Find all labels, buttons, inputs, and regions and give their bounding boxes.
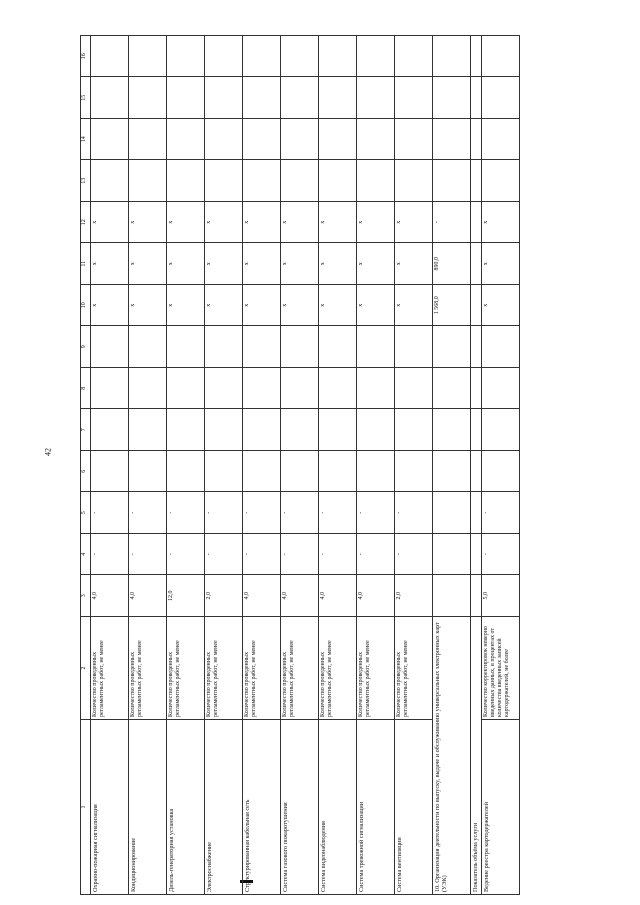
value-cell (482, 36, 520, 78)
empty-cell (471, 575, 482, 617)
section-row (433, 36, 471, 895)
value-cell: x (91, 285, 129, 327)
value-cell: - (205, 534, 243, 576)
value-cell (91, 326, 129, 368)
empty-cell (471, 36, 482, 78)
value-cell (91, 160, 129, 202)
value-cell (357, 36, 395, 78)
value-cell (205, 119, 243, 161)
value-cell: - (281, 492, 319, 534)
value-cell (243, 119, 281, 161)
empty-cell (471, 202, 482, 244)
value-cell (129, 160, 167, 202)
value-cell (319, 368, 357, 410)
value-cell (433, 77, 471, 119)
indicator-cell: Количество проведенных регламентных работ, не менее (319, 617, 357, 720)
value-cell: x (129, 202, 167, 244)
value-cell: 4,0 (243, 575, 281, 617)
value-cell (243, 326, 281, 368)
value-cell: - (433, 202, 471, 244)
value-cell (433, 492, 471, 534)
value-cell: x (129, 243, 167, 285)
value-cell: x (167, 202, 205, 244)
value-cell (129, 77, 167, 119)
value-cell: x (357, 202, 395, 244)
value-cell (167, 409, 205, 451)
column-number-header: 12 (81, 202, 91, 244)
value-cell: x (129, 285, 167, 327)
value-cell: 2,0 (205, 575, 243, 617)
empty-cell (471, 160, 482, 202)
value-cell (243, 160, 281, 202)
value-cell (281, 119, 319, 161)
value-cell (243, 77, 281, 119)
column-number-header: 14 (81, 119, 91, 161)
indicator-cell: Количество проведенных регламентных работ, не менее (91, 617, 129, 720)
value-cell (319, 119, 357, 161)
indicator-cell: Количество корректировок неверно введенных данных, в процентах от количества введенных записей картодержателей, не более (482, 617, 520, 720)
empty-cell (471, 368, 482, 410)
column-number-header: 9 (81, 326, 91, 368)
value-cell: - (395, 534, 433, 576)
value-cell (482, 160, 520, 202)
value-cell (433, 368, 471, 410)
column-number-header: 13 (81, 160, 91, 202)
value-cell: 12,0 (167, 575, 205, 617)
value-cell (357, 368, 395, 410)
value-cell (433, 409, 471, 451)
value-cell (205, 160, 243, 202)
value-cell (395, 368, 433, 410)
page-number: 42 (43, 448, 53, 456)
indicator-cell: Количество проведенных регламентных работ, не менее (395, 617, 433, 720)
empty-cell (471, 119, 482, 161)
value-cell: - (167, 492, 205, 534)
value-cell (482, 326, 520, 368)
value-cell: - (357, 492, 395, 534)
service-name-cell: Система газового пожаротушения (281, 720, 319, 895)
value-cell: - (243, 534, 281, 576)
indicator-cell: Количество проведенных регламентных работ, не менее (357, 617, 395, 720)
indicator-cell: Количество проведенных регламентных работ, не менее (129, 617, 167, 720)
value-cell (357, 451, 395, 493)
table-row (243, 36, 281, 895)
table-row (167, 36, 205, 895)
value-cell (205, 77, 243, 119)
value-cell (281, 36, 319, 78)
column-number-header: 5 (81, 492, 91, 534)
value-cell (319, 160, 357, 202)
empty-cell (471, 492, 482, 534)
value-cell: x (91, 243, 129, 285)
column-number-header: 10 (81, 285, 91, 327)
value-cell (482, 451, 520, 493)
value-cell (319, 36, 357, 78)
value-cell (281, 326, 319, 368)
column-number-header: 1 (81, 720, 91, 895)
value-cell (433, 534, 471, 576)
service-name-cell: Дизель-генераторная установка (167, 720, 205, 895)
header-row (81, 36, 91, 895)
value-cell: x (395, 243, 433, 285)
column-number-header: 16 (81, 36, 91, 78)
value-cell (433, 575, 471, 617)
value-cell (433, 160, 471, 202)
column-number-header: 6 (81, 451, 91, 493)
table-row (129, 36, 167, 895)
value-cell (433, 119, 471, 161)
indicator-cell: Количество проведенных регламентных работ, не менее (243, 617, 281, 720)
value-cell (129, 368, 167, 410)
column-number-header: 11 (81, 243, 91, 285)
value-cell: x (205, 202, 243, 244)
value-cell: 4,0 (357, 575, 395, 617)
value-cell (433, 451, 471, 493)
services-table (80, 35, 520, 895)
service-name-cell: Кондиционирование (129, 720, 167, 895)
value-cell: - (357, 534, 395, 576)
value-cell (357, 160, 395, 202)
value-cell: x (395, 285, 433, 327)
column-number-header: 4 (81, 534, 91, 576)
value-cell (319, 409, 357, 451)
value-cell (243, 451, 281, 493)
value-cell (129, 409, 167, 451)
value-cell: 2,0 (395, 575, 433, 617)
rotated-table-container (80, 35, 600, 895)
value-cell (91, 119, 129, 161)
service-name-cell: Ведение реестра картодержателей (482, 720, 520, 895)
column-number-header: 3 (81, 575, 91, 617)
value-cell (91, 451, 129, 493)
table-body (91, 36, 520, 895)
value-cell: - (167, 534, 205, 576)
value-cell (482, 368, 520, 410)
table-row (357, 36, 395, 895)
value-cell (482, 409, 520, 451)
indicator-cell: Количество проведенных регламентных работ, не менее (167, 617, 205, 720)
value-cell (129, 119, 167, 161)
value-cell (395, 36, 433, 78)
section-title-cell: 10. Организация деятельности по выпуску, выдаче и обслуживанию универсальных электронных карт (УЭК) (433, 617, 471, 895)
value-cell: x (357, 285, 395, 327)
table-row (395, 36, 433, 895)
value-cell: x (243, 202, 281, 244)
value-cell: - (129, 534, 167, 576)
empty-cell (471, 243, 482, 285)
value-cell (205, 451, 243, 493)
service-name-cell: Структурированная кабельная сеть (243, 720, 281, 895)
value-cell (281, 451, 319, 493)
value-cell: - (319, 534, 357, 576)
value-cell (91, 77, 129, 119)
value-cell: x (205, 285, 243, 327)
value-cell (167, 368, 205, 410)
value-cell (167, 326, 205, 368)
value-cell (243, 36, 281, 78)
value-cell (91, 36, 129, 78)
value-cell (395, 451, 433, 493)
value-cell: - (205, 492, 243, 534)
value-cell (205, 36, 243, 78)
value-cell: 4,0 (129, 575, 167, 617)
value-cell: - (129, 492, 167, 534)
value-cell: x (281, 202, 319, 244)
value-cell (205, 368, 243, 410)
value-cell (205, 326, 243, 368)
value-cell (319, 77, 357, 119)
table-row (205, 36, 243, 895)
value-cell: x (167, 285, 205, 327)
value-cell (395, 77, 433, 119)
empty-cell (471, 534, 482, 576)
empty-cell (471, 409, 482, 451)
value-cell (167, 451, 205, 493)
value-cell (433, 36, 471, 78)
value-cell (357, 119, 395, 161)
empty-cell (471, 326, 482, 368)
service-name-cell: Система видеонаблюдения (319, 720, 357, 895)
value-cell (482, 77, 520, 119)
value-cell: x (482, 243, 520, 285)
value-cell: 4,0 (91, 575, 129, 617)
value-cell (357, 77, 395, 119)
value-cell: - (243, 492, 281, 534)
value-cell: - (91, 492, 129, 534)
value-cell: x (357, 243, 395, 285)
value-cell (129, 326, 167, 368)
value-cell (129, 36, 167, 78)
column-number-header: 15 (81, 77, 91, 119)
value-cell: x (243, 243, 281, 285)
value-cell (91, 368, 129, 410)
value-cell: x (243, 285, 281, 327)
value-cell: - (482, 534, 520, 576)
value-cell: - (482, 492, 520, 534)
value-cell: x (281, 285, 319, 327)
value-cell (395, 326, 433, 368)
value-cell: x (319, 243, 357, 285)
service-name-cell: Электроснабжение (205, 720, 243, 895)
value-cell (281, 160, 319, 202)
column-number-header: 2 (81, 617, 91, 720)
service-name-cell: Система вентиляции (395, 720, 433, 895)
value-cell: x (482, 285, 520, 327)
value-cell: x (482, 202, 520, 244)
table-row (482, 36, 520, 895)
value-cell (433, 326, 471, 368)
value-cell (167, 119, 205, 161)
value-cell (357, 326, 395, 368)
value-cell (205, 409, 243, 451)
value-cell: - (281, 534, 319, 576)
value-cell (167, 36, 205, 78)
column-number-header: 8 (81, 368, 91, 410)
value-cell (395, 119, 433, 161)
volume-label-cell: Показатель объёма услуги (471, 617, 482, 895)
volume-label-row (471, 36, 482, 895)
value-cell: x (91, 202, 129, 244)
value-cell: - (395, 492, 433, 534)
value-cell (129, 451, 167, 493)
value-cell: x (319, 202, 357, 244)
value-cell: 5,0 (482, 575, 520, 617)
value-cell: x (395, 202, 433, 244)
value-cell: 890,0 (433, 243, 471, 285)
service-name-cell: Система тревожной сигнализации (357, 720, 395, 895)
value-cell (243, 409, 281, 451)
value-cell (91, 409, 129, 451)
value-cell (319, 451, 357, 493)
value-cell: - (319, 492, 357, 534)
value-cell (243, 368, 281, 410)
empty-cell (471, 285, 482, 327)
value-cell (281, 368, 319, 410)
value-cell (281, 77, 319, 119)
value-cell: 4,0 (281, 575, 319, 617)
indicator-cell: Количество проведенных регламентных работ, не менее (205, 617, 243, 720)
value-cell (395, 409, 433, 451)
value-cell: x (167, 243, 205, 285)
value-cell (319, 326, 357, 368)
column-number-header: 7 (81, 409, 91, 451)
value-cell (167, 77, 205, 119)
value-cell: 1 568,0 (433, 285, 471, 327)
value-cell: 4,0 (319, 575, 357, 617)
service-name-cell: Охранно-пожарная сигнализация (91, 720, 129, 895)
table-row (281, 36, 319, 895)
value-cell: - (91, 534, 129, 576)
indicator-cell: Количество проведенных регламентных работ, не менее (281, 617, 319, 720)
value-cell (167, 160, 205, 202)
value-cell: x (319, 285, 357, 327)
value-cell: x (281, 243, 319, 285)
value-cell: x (205, 243, 243, 285)
value-cell (357, 409, 395, 451)
empty-cell (471, 77, 482, 119)
empty-cell (471, 451, 482, 493)
table-row (91, 36, 129, 895)
value-cell (395, 160, 433, 202)
table-row (319, 36, 357, 895)
value-cell (482, 119, 520, 161)
value-cell (281, 409, 319, 451)
